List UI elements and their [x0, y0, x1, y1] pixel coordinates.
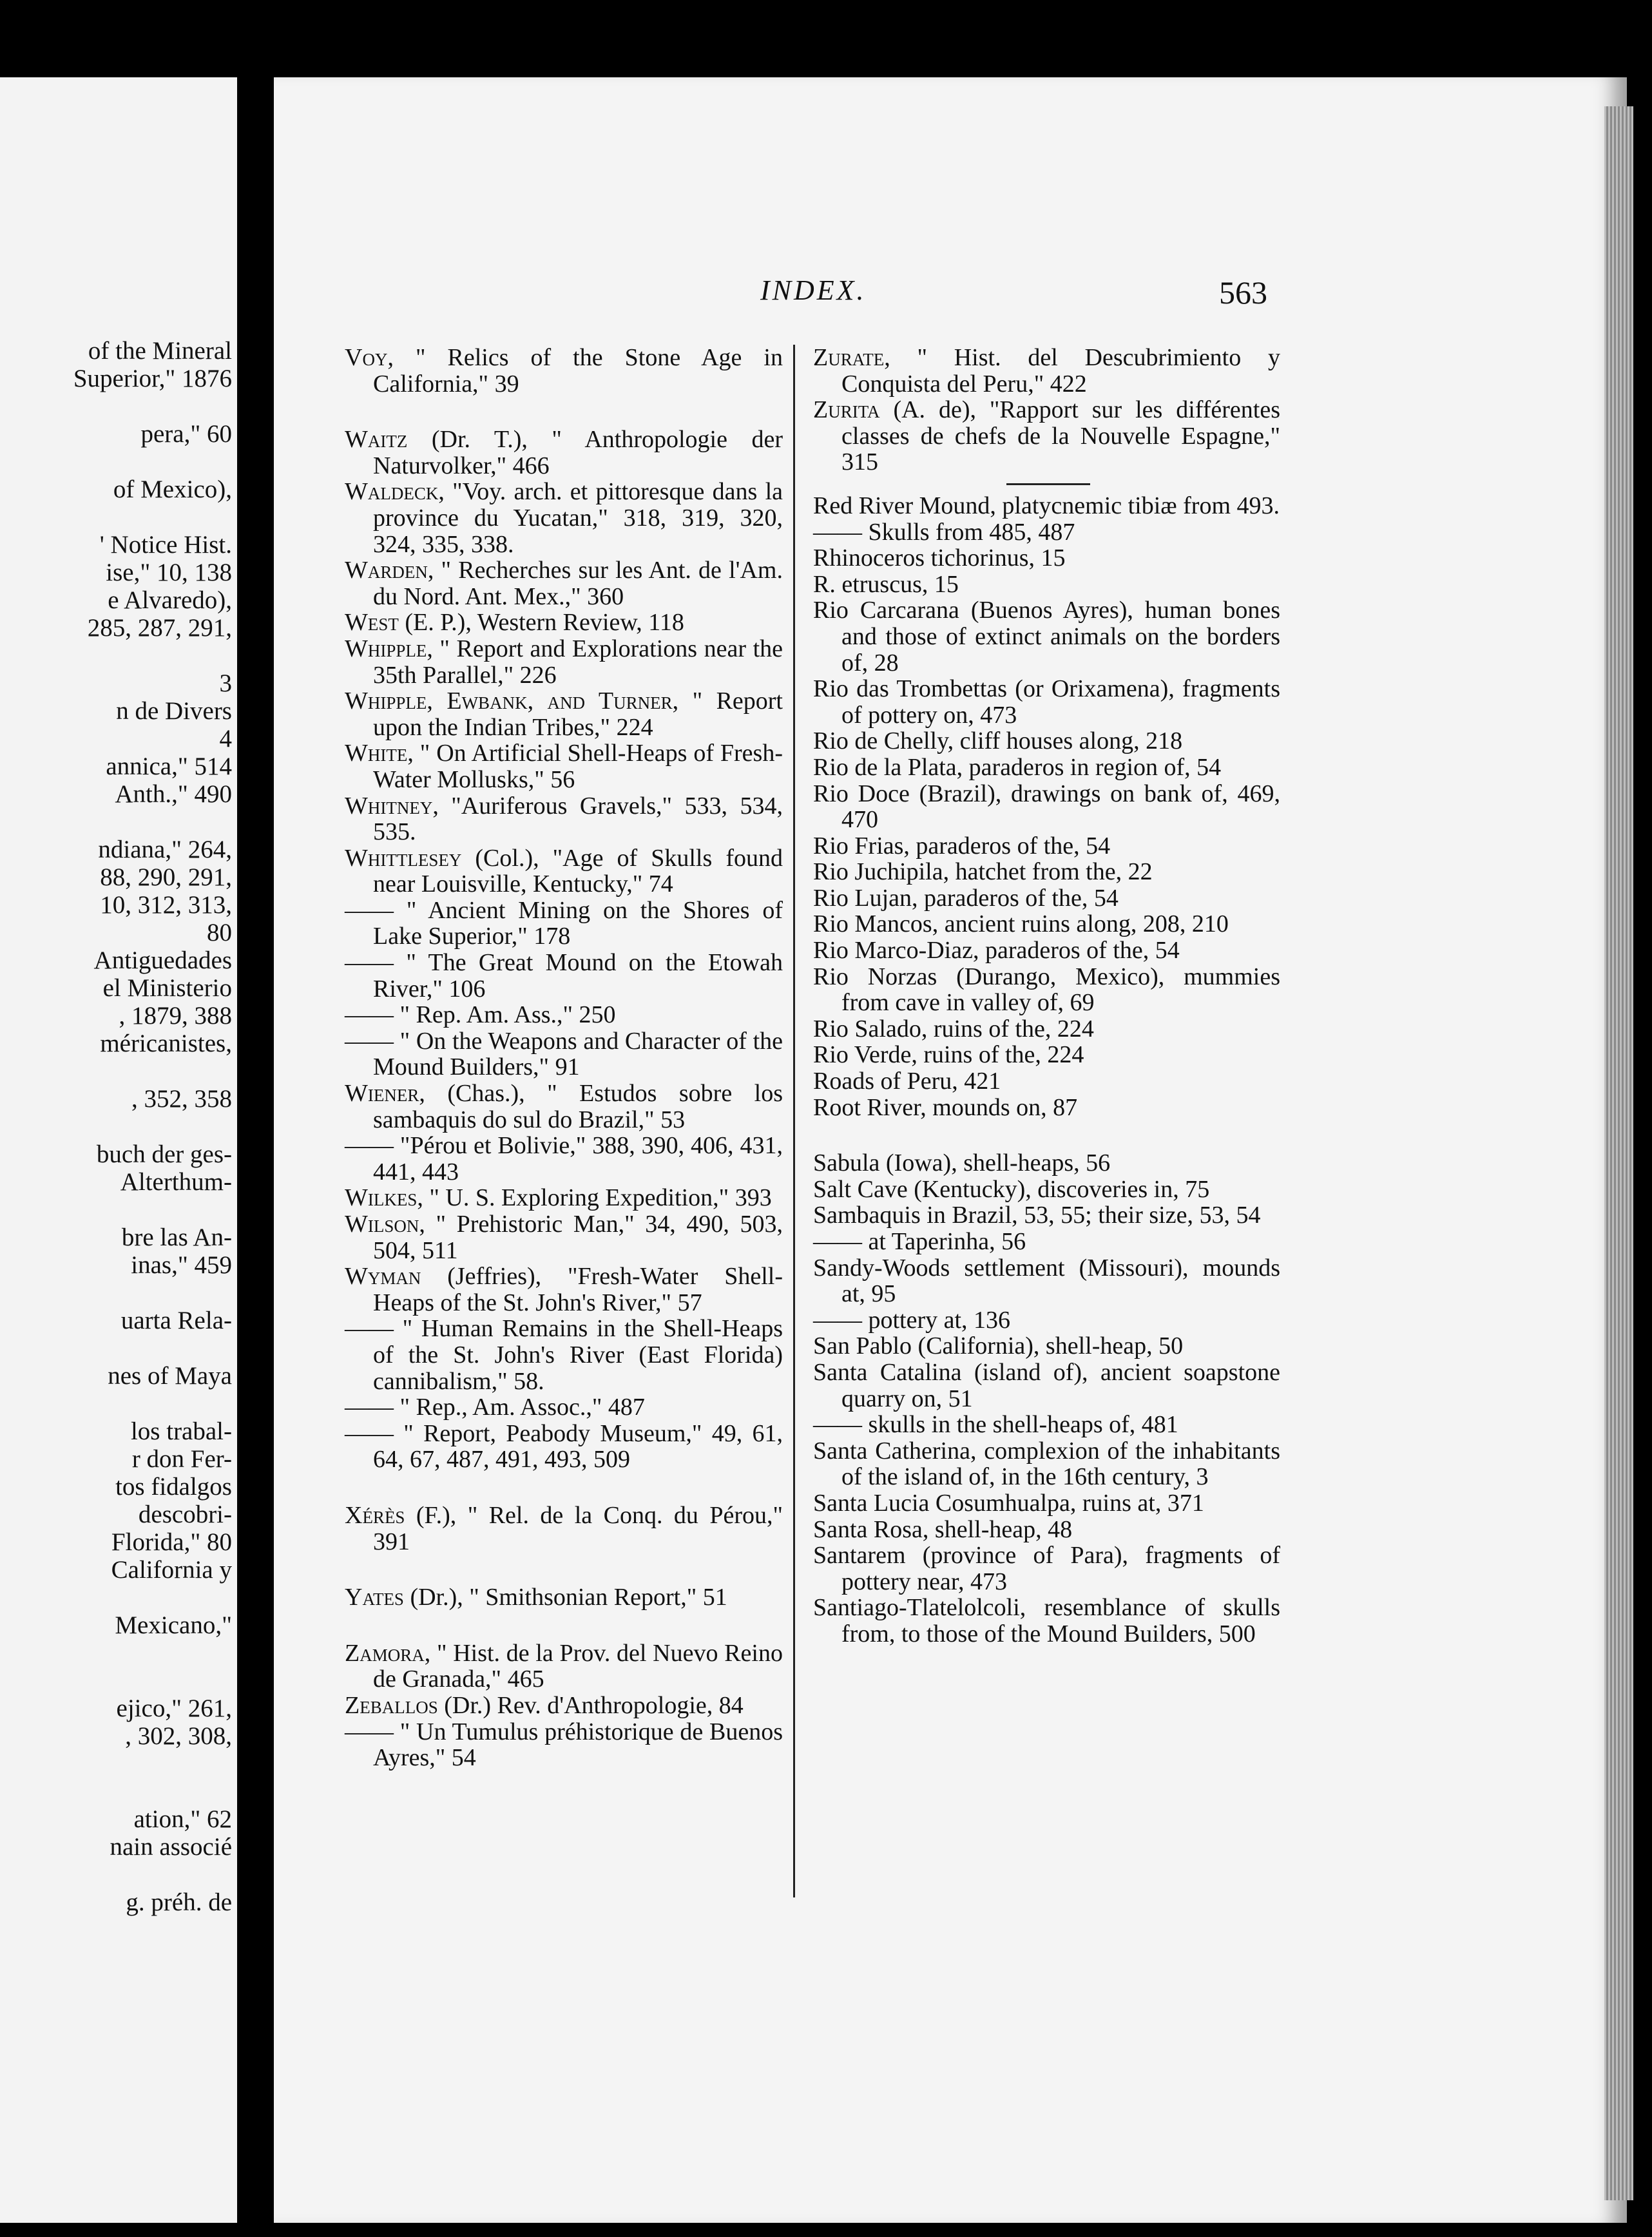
entry-heading: Wilson [345, 1211, 419, 1238]
index-entry [345, 740, 783, 792]
entry-heading: —— [345, 1718, 394, 1745]
entry-text: Roads of Peru, 421 [813, 1068, 1001, 1095]
index-entry [345, 1394, 783, 1421]
entry-text: Rio Mancos, ancient ruins along, 208, 210 [813, 910, 1229, 938]
entry-heading: —— [345, 1001, 394, 1029]
index-entry [345, 1211, 783, 1263]
entry-text: Red River Mound, platycnemic tibiæ from 493. [813, 492, 1280, 519]
index-entry [813, 1042, 1280, 1068]
entry-text: Skulls from 485, 487 [862, 518, 1075, 546]
entry-text: Rio de la Plata, paraderos in region of, 54 [813, 753, 1222, 781]
entry-text: skulls in the shell-heaps of, 481 [862, 1411, 1178, 1439]
index-entry [813, 1095, 1280, 1121]
index-entry [813, 493, 1280, 519]
entry-heading: Wiener [345, 1080, 419, 1108]
entry-text: Rhinoceros tichorinus, 15 [813, 544, 1066, 572]
index-entry [813, 1595, 1280, 1647]
entry-text: (E. P.), Western Review, 118 [398, 609, 684, 637]
entry-heading: Zurita [813, 396, 880, 424]
entry-text: " Ancient Mining on the Shores of Lake Superior," 178 [373, 896, 783, 950]
entry-heading: Wilkes [345, 1184, 418, 1212]
entry-text: Rio de Chelly, cliff houses along, 218 [813, 727, 1183, 755]
index-entry [813, 597, 1280, 676]
index-entry [345, 636, 783, 688]
entry-heading: Whipple [345, 635, 427, 662]
entry-heading: Voy [345, 344, 388, 371]
facing-page-left [0, 77, 237, 2223]
entry-heading: —— [813, 1228, 862, 1255]
index-entry [813, 345, 1280, 397]
index-entry [345, 950, 783, 1002]
index-entry [813, 1229, 1280, 1255]
entry-text: Rio Salado, ruins of the, 224 [813, 1015, 1094, 1042]
left-page-fragment: 10, 312, 313, [100, 891, 232, 919]
index-entry [345, 1693, 783, 1719]
left-page-fragment: ndiana," 264, [98, 836, 232, 863]
entry-text: (Dr.), " Smithsonian Report," 51 [403, 1584, 727, 1611]
index-entry [813, 1068, 1280, 1095]
entry-text: Santa Catalina (island of), ancient soapstone quarry on, 51 [813, 1358, 1280, 1412]
left-page-fragment: of the Mineral [88, 337, 232, 365]
entry-text: , " Report and Explorations near the 35th Parallel," 226 [373, 635, 783, 689]
entry-text: Rio Marco-Diaz, paraderos of the, 54 [813, 937, 1180, 965]
left-page-fragment: pera," 60 [140, 420, 232, 448]
index-entry [345, 1316, 783, 1394]
entry-gap [345, 397, 783, 427]
left-page-fragment: ise," 10, 138 [106, 559, 232, 586]
index-entry [345, 1421, 783, 1473]
left-page-fragment: , 1879, 388 [119, 1002, 232, 1030]
left-page-fragment: nain associé [110, 1833, 232, 1861]
index-column-left [345, 345, 783, 1771]
entry-text: Rio Verde, ruins of the, 224 [813, 1041, 1084, 1069]
entry-text: , " U. S. Exploring Expedition," 393 [417, 1184, 772, 1212]
entry-text: , "Auriferous Gravels," 533, 534, 535. [373, 792, 783, 846]
index-entry [813, 571, 1280, 598]
entry-text: Sambaquis in Brazil, 53, 55; their size, 53, 54 [813, 1202, 1261, 1229]
index-entry [345, 793, 783, 845]
index-entry [345, 1719, 783, 1771]
index-column-right [813, 345, 1280, 1647]
entry-heading: —— [345, 1315, 394, 1343]
index-entry [813, 1150, 1280, 1176]
index-entry [813, 885, 1280, 912]
left-page-fragment: , 352, 358 [131, 1085, 232, 1113]
entry-heading: —— [345, 1132, 394, 1160]
index-entry [813, 1542, 1280, 1595]
left-page-fragment: nes of Maya [108, 1362, 232, 1390]
entry-text: at Taperinha, 56 [862, 1228, 1026, 1255]
entry-text: Salt Cave (Kentucky), discoveries in, 75 [813, 1175, 1210, 1203]
entry-text: , " Hist. del Descubrimiento y Conquista del Peru," 422 [841, 344, 1280, 398]
index-entry [345, 1263, 783, 1316]
left-page-fragment: ejico," 261, [116, 1695, 232, 1722]
entry-text: "Pérou et Bolivie," 388, 390, 406, 431, 441, 443 [373, 1132, 783, 1186]
index-entry [813, 1490, 1280, 1517]
left-page-fragment: Alterthum- [120, 1168, 232, 1196]
left-page-fragment: 80 [207, 919, 232, 946]
index-entry [345, 557, 783, 610]
left-page-fragment: bre las An- [121, 1224, 232, 1251]
index-entry [345, 1584, 783, 1611]
entry-heading: West [345, 609, 399, 637]
entry-text: Santa Rosa, shell-heap, 48 [813, 1515, 1073, 1543]
entry-text: Root River, mounds on, 87 [813, 1093, 1078, 1121]
index-entry [345, 1503, 783, 1555]
entry-text: " Rep. Am. Ass.," 250 [394, 1001, 616, 1029]
left-page-fragment: annica," 514 [106, 753, 232, 780]
entry-heading: —— [813, 1306, 862, 1334]
left-page-fragment: 4 [219, 725, 232, 753]
left-page-fragment: g. préh. de [126, 1888, 232, 1916]
entry-text: " Un Tumulus préhistorique de Buenos Ayres," 54 [373, 1718, 783, 1772]
index-entry [813, 1333, 1280, 1359]
index-entry [813, 728, 1280, 754]
left-page-fragment: Superior," 1876 [73, 365, 232, 392]
index-entry [813, 1517, 1280, 1543]
index-entry [813, 1176, 1280, 1203]
entry-text: (Jeffries), "Fresh-Water Shell-Heaps of the St. John's River," 57 [373, 1263, 783, 1316]
entry-heading: Yates [345, 1584, 404, 1611]
entry-text: Santa Catherina, complexion of the inhabitants of the island of, in the 16th century, 3 [813, 1437, 1280, 1491]
entry-text: , " Report upon the Indian Tribes," 224 [373, 687, 783, 741]
left-page-fragment: r don Fer- [131, 1445, 232, 1473]
left-page-fragment: tos fidalgos [115, 1473, 232, 1501]
left-page-fragment: ' Notice Hist. [99, 531, 232, 559]
entry-text: pottery at, 136 [862, 1306, 1011, 1334]
index-entry [813, 397, 1280, 475]
index-entry [345, 1640, 783, 1693]
index-entry [345, 345, 783, 397]
entry-heading: Whittlesey [345, 844, 462, 872]
entry-heading: —— [345, 1419, 394, 1447]
entry-heading: White [345, 740, 408, 767]
entry-heading: Warden [345, 557, 428, 584]
left-page-fragment: descobri- [138, 1501, 232, 1528]
left-page-fragment: méricanistes, [100, 1030, 232, 1057]
left-page-fragment: uarta Rela- [120, 1307, 232, 1334]
index-entry [345, 1080, 783, 1133]
index-entry [813, 1438, 1280, 1490]
index-entry [813, 833, 1280, 859]
entry-text: (Dr.) Rev. d'Anthropologie, 84 [437, 1691, 744, 1719]
left-page-fragment: 285, 287, 291, [87, 614, 232, 642]
entry-text: Rio Norzas (Durango, Mexico), mummies from cave in valley of, 69 [813, 963, 1280, 1017]
index-entry [345, 1185, 783, 1211]
index-entry [813, 1202, 1280, 1229]
entry-text: R. etruscus, 15 [813, 570, 959, 598]
left-page-fragment: 3 [219, 669, 232, 697]
entry-heading: Zeballos [345, 1691, 438, 1719]
entry-heading: —— [345, 896, 394, 924]
entry-heading: Whipple, Ewbank, and Turner [345, 687, 673, 715]
entry-heading: Wyman [345, 1263, 421, 1291]
index-entry [813, 1255, 1280, 1307]
entry-text: Rio Doce (Brazil), drawings on bank of, 469, 470 [813, 780, 1280, 834]
entry-heading: Zamora [345, 1639, 425, 1667]
index-entry [813, 1359, 1280, 1412]
entry-text: (Dr. T.), " Anthropologie der Naturvolker," 466 [373, 426, 783, 479]
index-entry [813, 1412, 1280, 1438]
entry-heading: —— [345, 1027, 394, 1055]
left-page-fragment: , 302, 308, [125, 1722, 232, 1750]
entry-gap [813, 1120, 1280, 1150]
entry-text: , " Hist. de la Prov. del Nuevo Reino de Granada," 465 [373, 1639, 783, 1693]
entry-text: Rio Carcarana (Buenos Ayres), human bones and those of extinct animals on the borders of, 28 [813, 597, 1280, 677]
entry-heading: —— [813, 1411, 862, 1439]
entry-text: " The Great Mound on the Etowah River," 106 [373, 949, 783, 1003]
left-page-fragment: Mexicano," [115, 1611, 232, 1639]
index-entry [813, 964, 1280, 1016]
entry-text: Rio Frias, paraderos of the, 54 [813, 832, 1111, 859]
left-page-fragment: buch der ges- [96, 1140, 232, 1168]
entry-text: " Report, Peabody Museum," 49, 61, 64, 67, 487, 491, 493, 509 [373, 1419, 783, 1474]
index-entry [813, 937, 1280, 964]
index-entry [813, 859, 1280, 885]
left-page-fragment: e Alvaredo), [108, 586, 232, 614]
entry-text: Santa Lucia Cosumhualpa, ruins at, 371 [813, 1489, 1204, 1517]
left-page-fragment: los trabal- [130, 1417, 232, 1445]
left-page-fragment: Anth.," 490 [115, 780, 232, 808]
entry-text: Rio Juchipila, hatchet from the, 22 [813, 858, 1153, 886]
index-entry [345, 1028, 783, 1080]
index-entry [813, 676, 1280, 728]
entry-text: Sabula (Iowa), shell-heaps, 56 [813, 1149, 1111, 1177]
entry-heading: —— [345, 949, 394, 977]
index-entry [345, 610, 783, 636]
entry-heading: —— [813, 518, 862, 546]
entry-text: Rio das Trombettas (or Orixamena), fragments of pottery on, 473 [813, 675, 1280, 729]
index-entry [345, 1002, 783, 1028]
entry-heading: Waitz [345, 426, 408, 454]
left-page-fragment: Antiguedades [93, 946, 232, 974]
left-page-fragment: n de Divers [116, 697, 232, 725]
index-entry [345, 427, 783, 479]
entry-text: (Col.), "Age of Skulls found near Louisville, Kentucky," 74 [373, 844, 783, 898]
entry-gap [345, 1555, 783, 1584]
entry-heading: Xérès [345, 1501, 405, 1529]
page-edges [1604, 106, 1633, 2200]
left-page-fragment: of Mexico), [113, 475, 232, 503]
entry-text: " Rep., Am. Assoc.," 487 [394, 1394, 645, 1421]
index-entry [813, 1016, 1280, 1042]
running-header: INDEX. [760, 274, 867, 306]
index-entry [813, 754, 1280, 781]
left-page-fragment: 88, 290, 291, [100, 863, 232, 891]
entry-text: Sandy-Woods settlement (Missouri), mounds at, 95 [813, 1254, 1280, 1308]
entry-text: , " Relics of the Stone Age in California," 39 [373, 344, 783, 398]
entry-gap [345, 1611, 783, 1640]
entry-text: " On the Weapons and Character of the Mound Builders," 91 [373, 1027, 783, 1081]
entry-text: , "Voy. arch. et pittoresque dans la province du Yucatan," 318, 319, 320, 324, 335, 338. [373, 478, 783, 558]
index-entry [813, 1307, 1280, 1334]
index-entry [813, 781, 1280, 833]
entry-heading: Zurate [813, 344, 885, 371]
left-page-fragment: el Ministerio [102, 974, 232, 1002]
index-entry [813, 519, 1280, 546]
entry-heading: Whitney [345, 792, 433, 820]
index-entry [813, 911, 1280, 937]
index-entry [345, 1133, 783, 1185]
entry-heading: —— [345, 1394, 394, 1421]
left-page-fragment: ation," 62 [133, 1805, 232, 1833]
entry-text: Rio Lujan, paraderos of the, 54 [813, 884, 1119, 912]
entry-gap [345, 1473, 783, 1503]
entry-text: Santiago-Tlatelolcoli, resemblance of skulls from, to those of the Mound Builders, 500 [813, 1594, 1280, 1647]
index-entry [813, 545, 1280, 571]
left-page-fragment: California y [111, 1556, 232, 1584]
section-rule [1006, 483, 1090, 485]
left-page-fragment: inas," 459 [131, 1251, 232, 1279]
index-entry [345, 898, 783, 950]
index-entry [345, 479, 783, 557]
entry-text: San Pablo (California), shell-heap, 50 [813, 1332, 1184, 1360]
index-entry [345, 845, 783, 898]
entry-text: , " Prehistoric Man," 34, 490, 503, 504, 511 [373, 1211, 783, 1264]
entry-text: " Human Remains in the Shell-Heaps of the St. John's River (East Florida) cannibalism," 58. [373, 1315, 783, 1395]
entry-text: , " On Artificial Shell-Heaps of Fresh-Water Mollusks," 56 [373, 740, 783, 793]
entry-text: , (Chas.), " Estudos sobre los sambaquis do sul do Brazil," 53 [373, 1080, 783, 1133]
entry-text: , " Recherches sur les Ant. de l'Am. du Nord. Ant. Mex.," 360 [373, 557, 783, 610]
entry-text: Santarem (province of Para), fragments of pottery near, 473 [813, 1542, 1280, 1595]
left-page-fragment: Florida," 80 [111, 1528, 232, 1556]
entry-text: (A. de), "Rapport sur les différentes classes de chefs de la Nouvelle Espagne," 315 [841, 396, 1280, 476]
column-divider [793, 345, 795, 1897]
entry-heading: Waldeck [345, 478, 439, 506]
page-number: 563 [1219, 274, 1267, 311]
index-entry [345, 688, 783, 740]
entry-text: (F.), " Rel. de la Conq. du Pérou," 391 [373, 1501, 783, 1555]
